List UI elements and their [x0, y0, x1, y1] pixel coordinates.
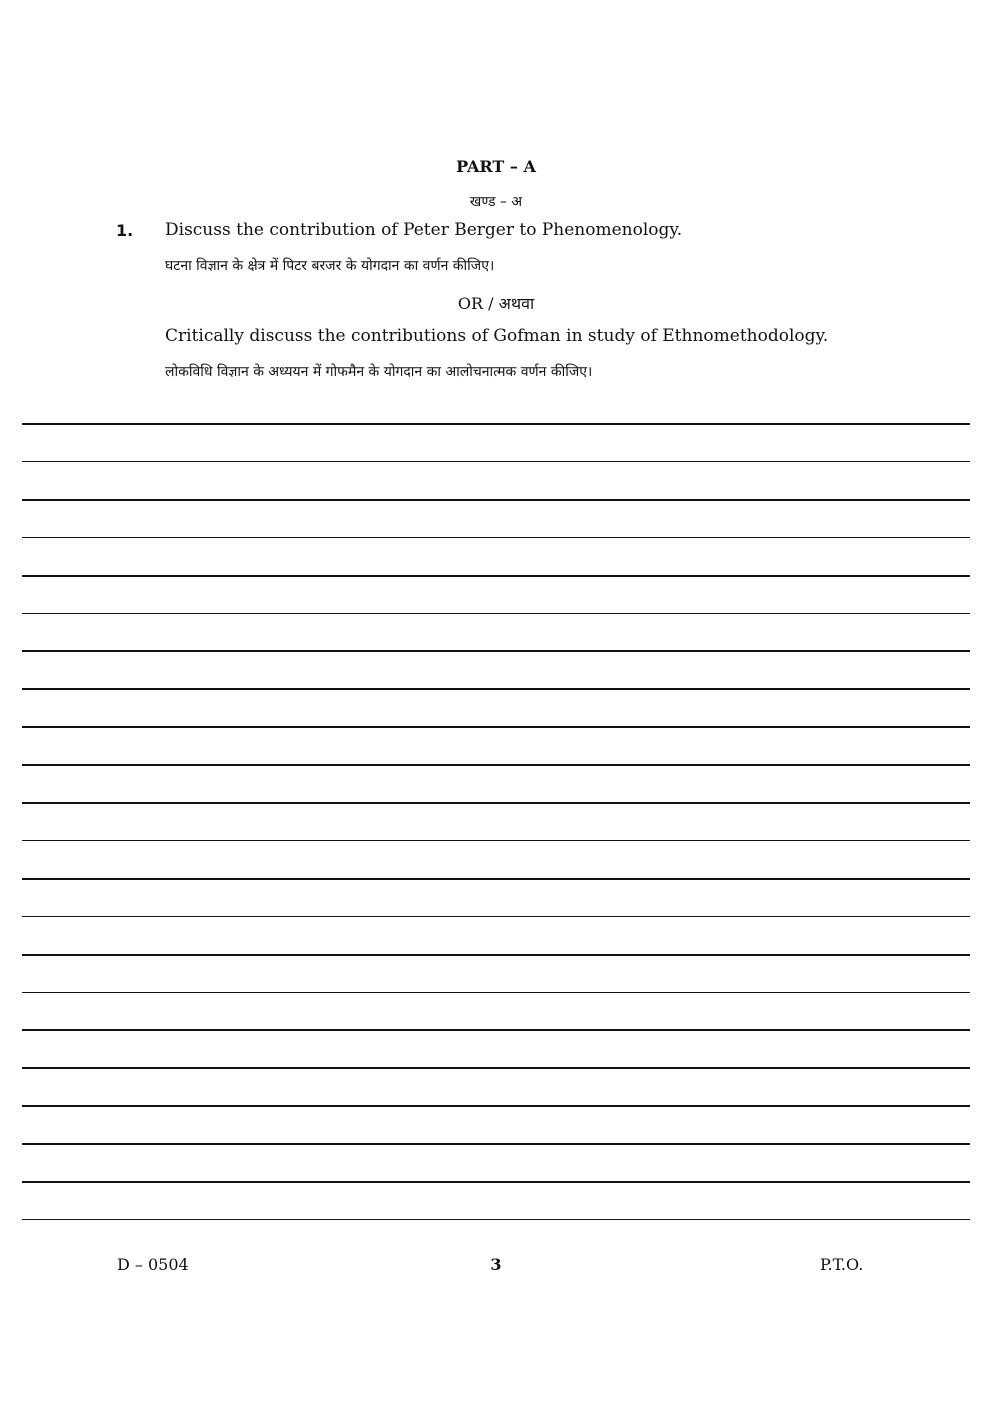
page-number: 3 — [490, 1255, 502, 1274]
pto-label: P.T.O. — [820, 1255, 864, 1274]
answer-line — [22, 499, 970, 501]
answer-line — [22, 1029, 970, 1031]
answer-line — [22, 840, 970, 842]
answer-line — [22, 575, 970, 577]
question-text-hindi: घटना विज्ञान के क्षेत्र में पिटर बरजर के योगदान का वर्णन कीजिए। — [165, 258, 495, 274]
answer-line — [22, 688, 970, 690]
answer-line — [22, 423, 970, 425]
answer-line — [22, 613, 970, 615]
or-label: OR / अथवा — [457, 294, 535, 313]
paper-code: D – 0504 — [117, 1255, 189, 1274]
answer-line — [22, 537, 970, 539]
answer-line — [22, 461, 970, 463]
answer-line — [22, 878, 970, 880]
answer-line — [22, 1067, 970, 1069]
answer-line — [22, 992, 970, 994]
answer-line — [22, 764, 970, 766]
alternate-question-text-hindi: लोकविधि विज्ञान के अध्ययन में गोफमैन के योगदान का आलोचनात्मक वर्णन कीजिए। — [165, 364, 593, 380]
question-text: Discuss the contribution of Peter Berger to Phenomenology. — [165, 220, 683, 240]
question-number: 1. — [116, 221, 134, 240]
answer-line — [22, 1143, 970, 1145]
alternate-question-text: Critically discuss the contributions of Gofman in study of Ethnomethodology. — [165, 326, 829, 346]
answer-line — [22, 1219, 970, 1221]
answer-line — [22, 802, 970, 804]
part-title: PART – A — [456, 157, 536, 176]
answer-line — [22, 1105, 970, 1107]
answer-line — [22, 650, 970, 652]
answer-line — [22, 1181, 970, 1183]
answer-line — [22, 916, 970, 918]
part-title-hindi: खण्ड – अ — [469, 194, 523, 210]
answer-line — [22, 954, 970, 956]
answer-line — [22, 726, 970, 728]
